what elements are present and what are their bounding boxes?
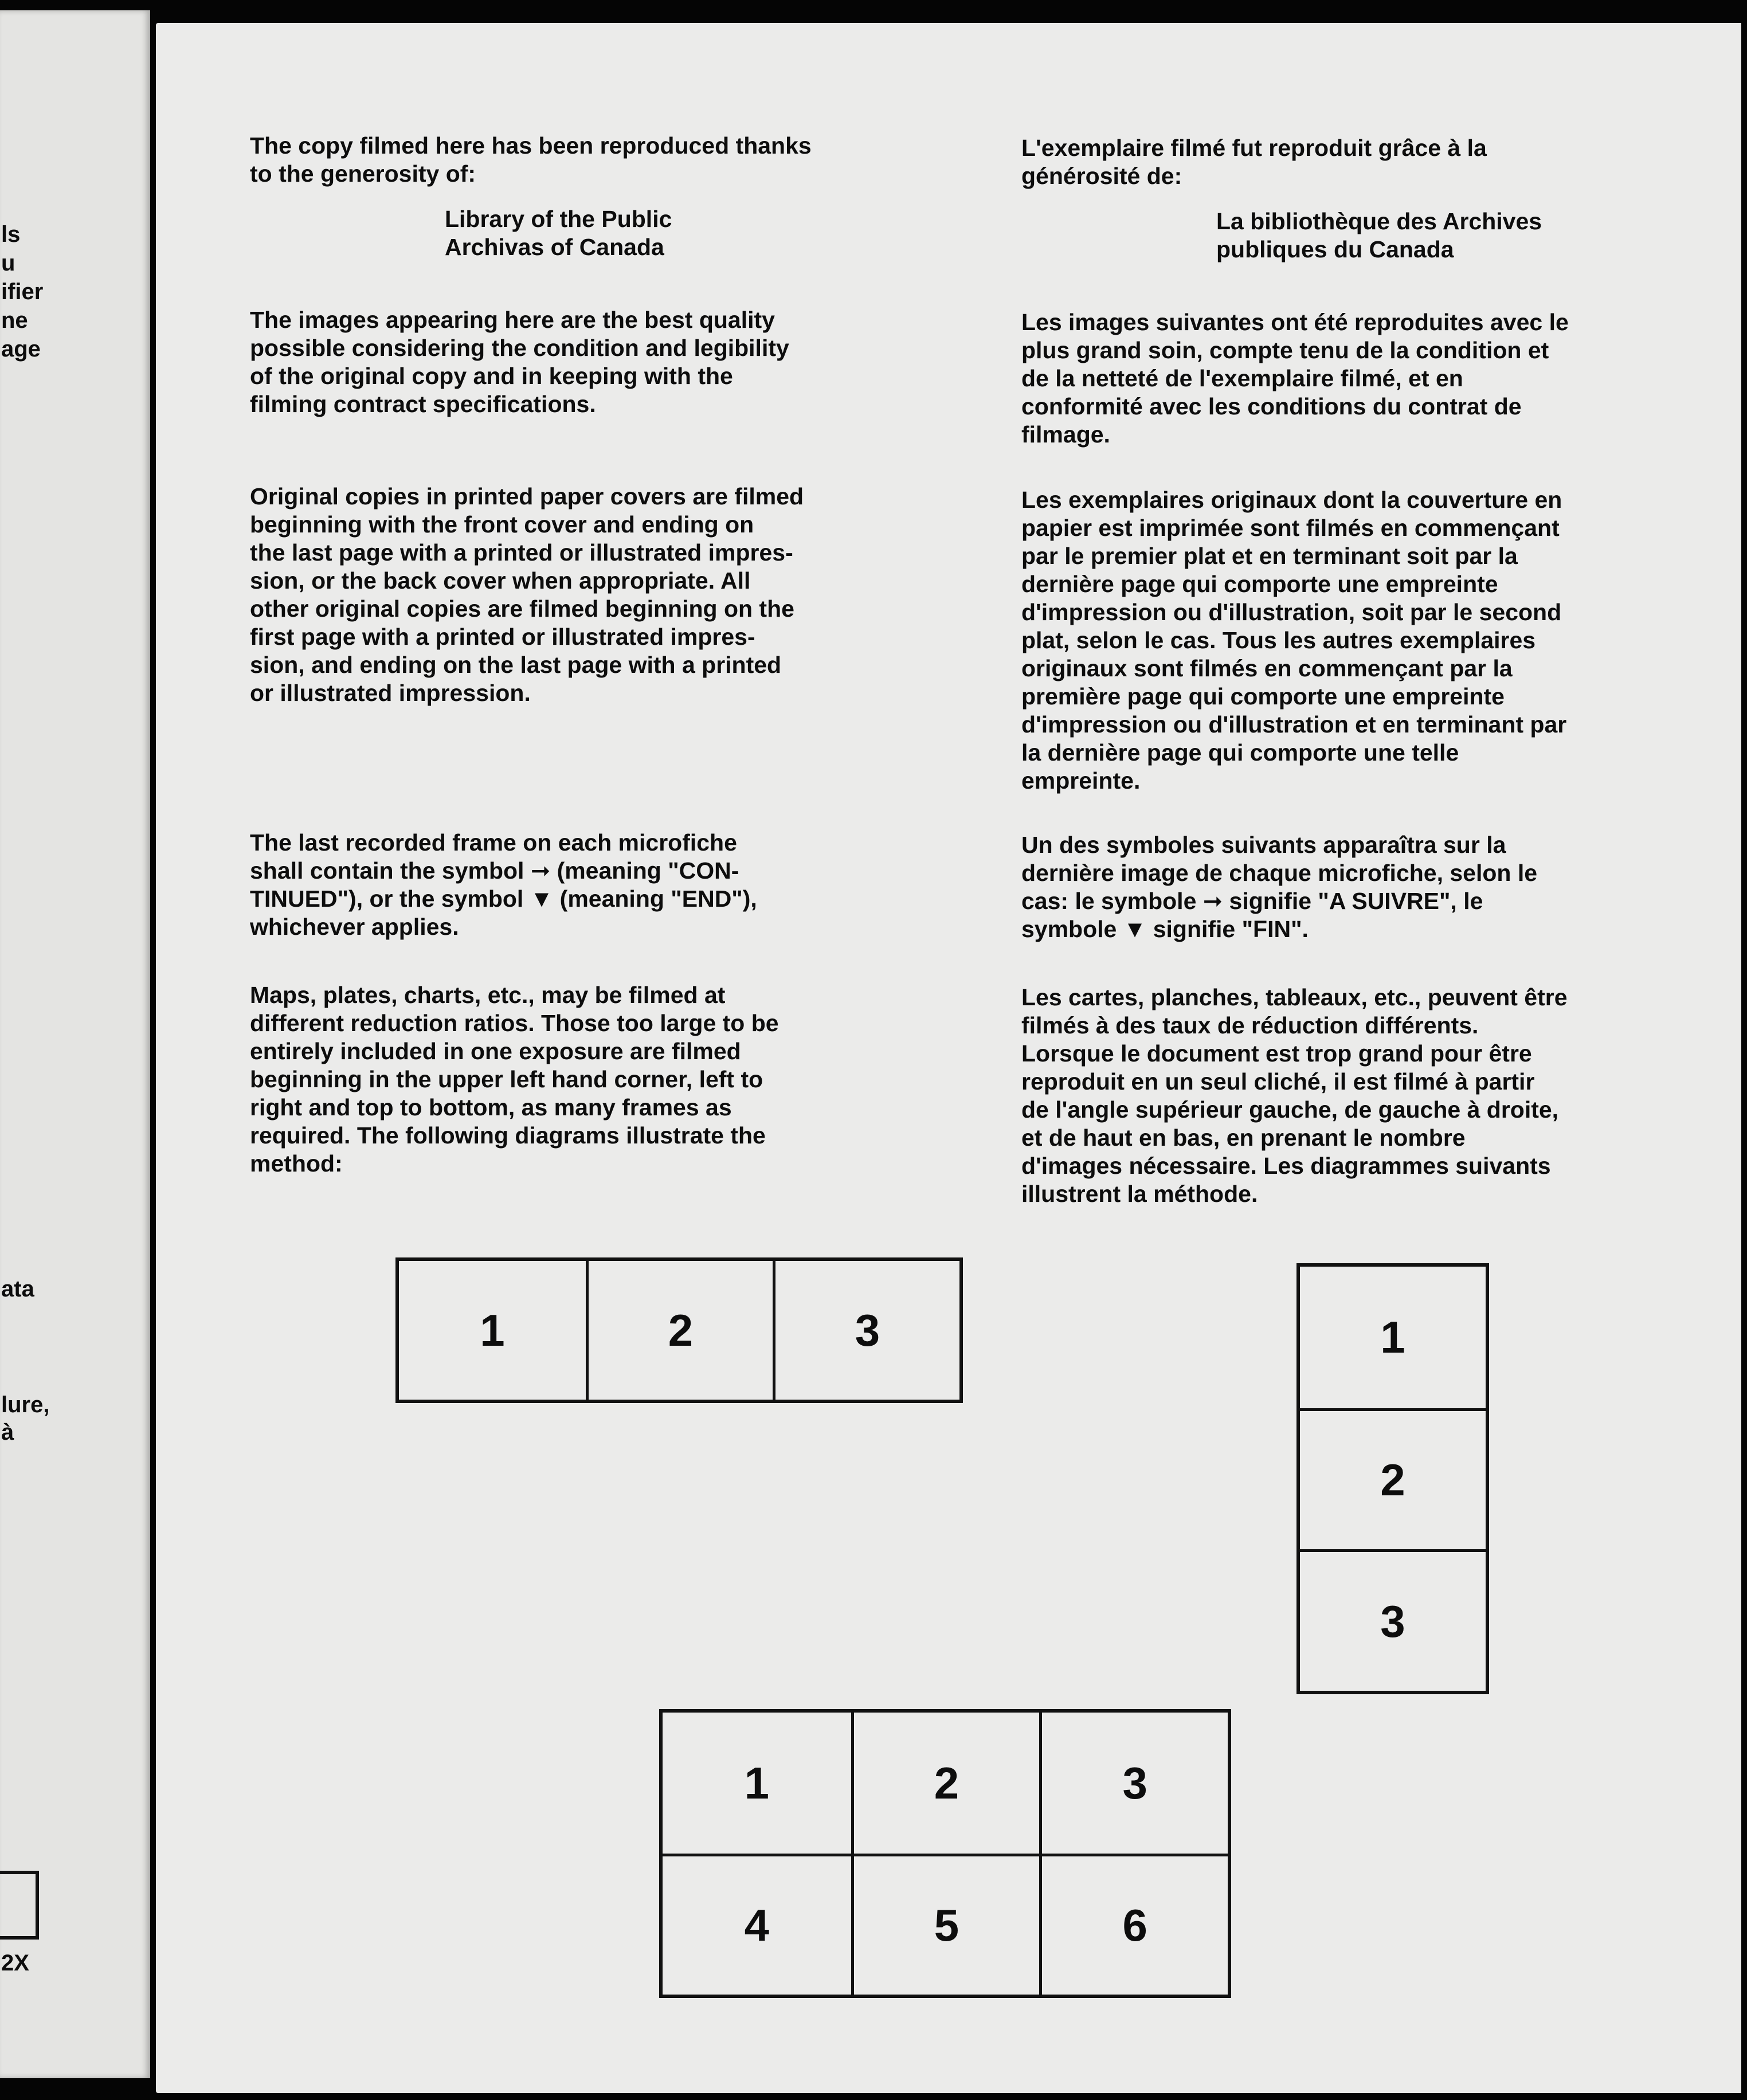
english-covers-paragraph	[250, 483, 909, 707]
diagram-grid-frames	[659, 1709, 1231, 1998]
frame-cell: 3	[773, 1261, 959, 1400]
english-quality-paragraph	[250, 306, 909, 418]
left-fragment-text: ata	[1, 1276, 34, 1302]
english-library-name: Library of the Public Archivas of Canada	[445, 206, 672, 260]
frame-cell: 1	[1380, 1311, 1405, 1362]
frame-cell: 6	[1039, 1854, 1228, 1995]
english-covers-text: Original copies in printed paper covers are filmed beginning with the front cover and ending on the last page with a printed or illustrated impres- sion, or the back cover when appropriate. All other original copies are filmed beginning on the first page with a printed or illustrated impres- sion, and ending on the last page with a printed or illustrated impression.	[250, 483, 804, 706]
french-library	[1021, 207, 1663, 264]
english-maps-text: Maps, plates, charts, etc., may be filmed at different reduction ratios. Those too large to be entirely included in one exposure are filmed beginning in the upper left hand corner, left to right and top to bottom, as many frames as required. The following diagrams illustrate the method:	[250, 982, 779, 1177]
french-symbols-text: Un des symboles suivants apparaîtra sur la dernière image de chaque microfiche, selon le cas: le symbole ➞ signifie "A SUIVRE", le symbole ▼ signifie "FIN".	[1021, 832, 1538, 942]
english-symbols-paragraph	[250, 829, 909, 941]
english-quality-text: The images appearing here are the best quality possible considering the condition and legibility of the original copy and in keeping with the filming contract specifications.	[250, 307, 789, 417]
french-covers-text: Les exemplaires originaux dont la couverture en papier est imprimée sont filmés en commençant par le premier plat et en terminant soit par la dernière page qui comporte une empreinte d'impression ou d'illustration, soit par le second plat, selon le cas. Tous les autres exemplaires originaux sont filmés en commençant par la première page qui comporte une empreinte d'impression ou d'illustration et en terminant par la dernière page qui comporte une telle empreinte.	[1021, 487, 1567, 794]
frame-cell: 5	[851, 1854, 1040, 1995]
frame-cell: 2	[586, 1261, 773, 1400]
left-fragment-text: à	[1, 1420, 14, 1445]
english-intro-text: The copy filmed here has been reproduced thanks to the generosity of:	[250, 132, 812, 187]
frame-cell: 1	[744, 1757, 770, 1808]
left-page-fragment	[0, 10, 150, 2078]
frame-cell: 2	[851, 1713, 1040, 1854]
frame-cell: 1	[480, 1304, 505, 1355]
french-library-name: La bibliothèque des Archives publiques du Canada	[1216, 208, 1542, 262]
left-fragment-box	[0, 1871, 39, 1940]
english-maps-paragraph	[250, 981, 909, 1178]
english-library	[250, 205, 909, 261]
left-fragment-text: age	[1, 336, 41, 362]
french-quality-paragraph	[1021, 308, 1663, 449]
left-fragment-text: u	[1, 250, 15, 276]
french-intro-text: L'exemplaire filmé fut reproduit grâce à la générosité de:	[1021, 135, 1487, 189]
french-intro	[1021, 134, 1663, 190]
french-maps-text: Les cartes, planches, tableaux, etc., peuvent être filmés à des taux de réduction différents. Lorsque le document est trop grand pour être reproduit en un seul cliché, il est filmé à partir de l'angle supérieur gauche, de gauche à droite, et de haut en bas, en prenant le nombre d'images nécessaire. Les diagrammes suivants illustrent la méthode.	[1021, 984, 1568, 1207]
frame-cell: 2	[1300, 1408, 1486, 1550]
left-fragment-text: ne	[1, 308, 28, 333]
left-fragment-text: lure,	[1, 1392, 50, 1417]
left-fragment-text: ifier	[1, 279, 44, 304]
left-fragment-text: 2X	[1, 1950, 29, 1976]
french-quality-text: Les images suivantes ont été reproduites avec le plus grand soin, compte tenu de la condition et de la netteté de l'exemplaire filmé, et en conformité avec les conditions du contrat de filmage.	[1021, 309, 1569, 448]
frame-cell: 3	[1039, 1713, 1228, 1854]
diagram-horizontal-frames	[395, 1257, 963, 1403]
english-intro	[250, 132, 909, 188]
french-covers-paragraph	[1021, 486, 1663, 795]
french-maps-paragraph	[1021, 984, 1663, 1208]
frame-cell: 3	[1300, 1549, 1486, 1691]
left-fragment-text: ls	[1, 222, 21, 247]
french-symbols-paragraph	[1021, 831, 1663, 943]
diagram-vertical-frames	[1296, 1263, 1489, 1694]
frame-cell: 4	[663, 1854, 851, 1995]
english-symbols-text: The last recorded frame on each microfiche shall contain the symbol ➞ (meaning "CON- TINUED"), or the symbol ▼ (meaning "END"), whichever applies.	[250, 829, 757, 940]
